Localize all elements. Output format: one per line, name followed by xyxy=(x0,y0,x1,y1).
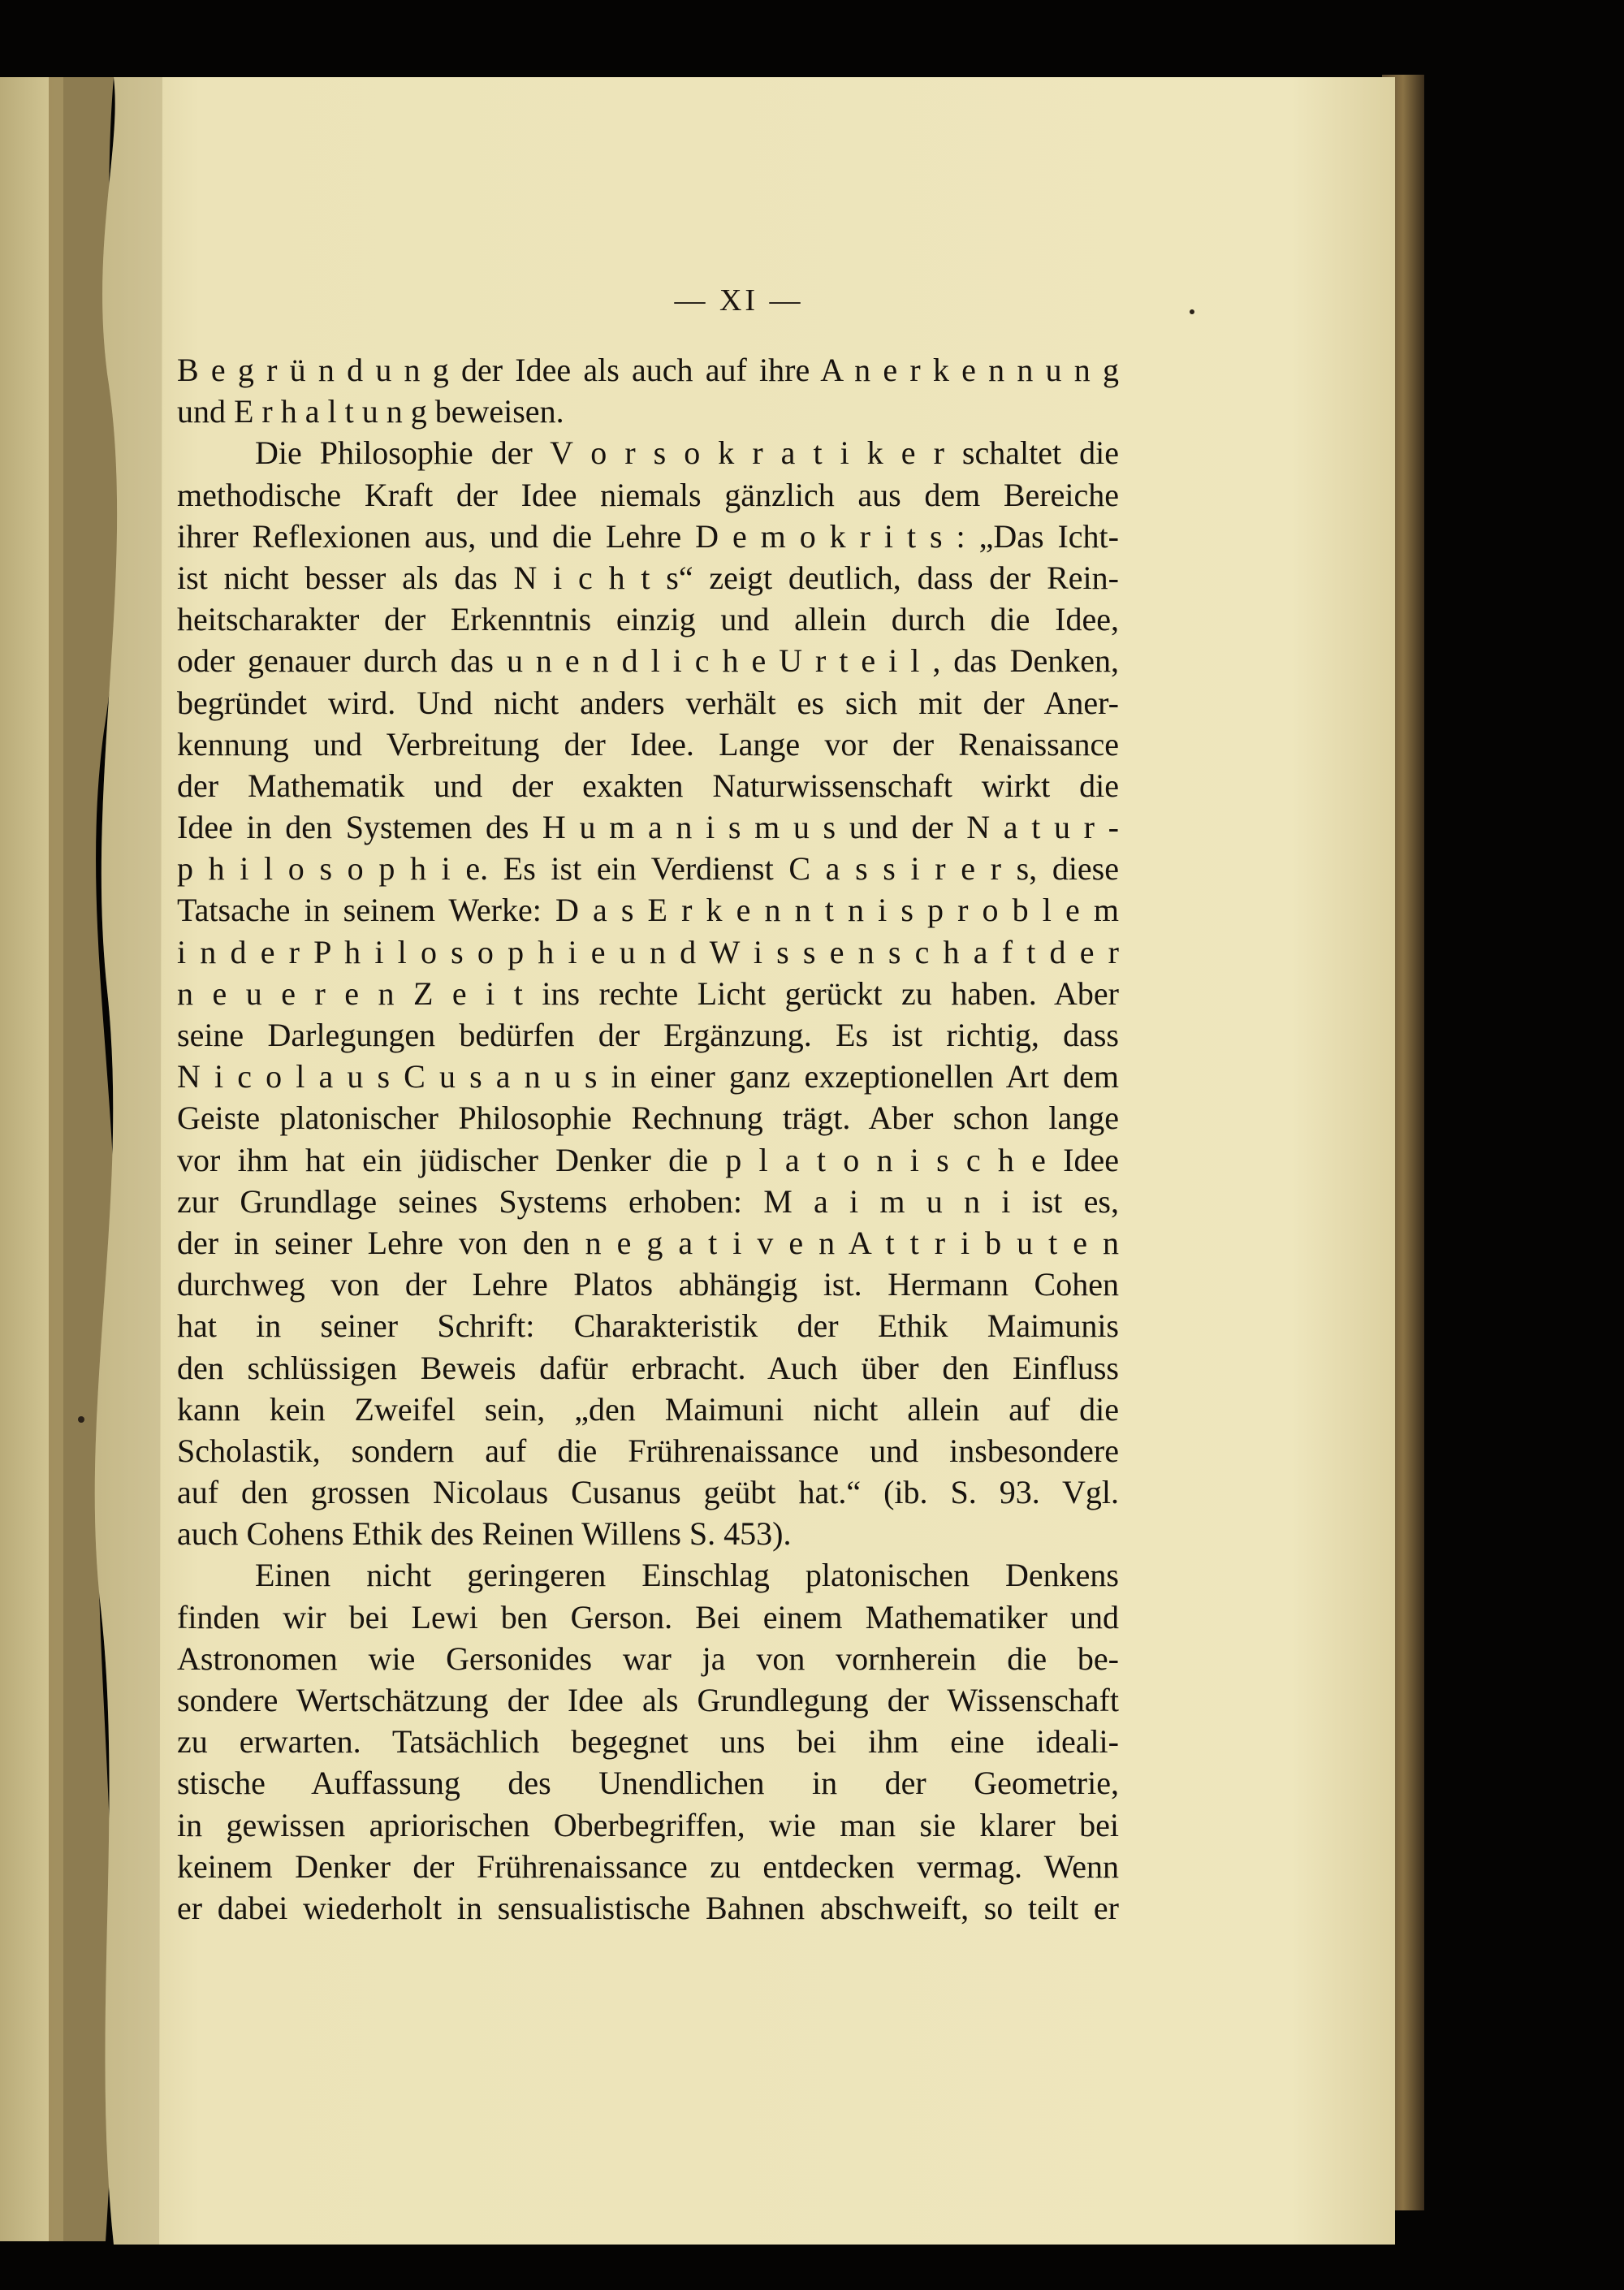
text-line: durchweg von der Lehre Platos abhängig ist. Hermann Cohen xyxy=(177,1266,1119,1303)
text-line: B e g r ü n d u n g der Idee als auch auf ihre A n e r k e n n u n g xyxy=(177,352,1119,388)
text-line: ihrer Reflexionen aus, und die Lehre D e m o k r i t s : „Das Icht- xyxy=(177,517,1119,555)
text-line: hat in seiner Schrift: Charakteristik der Ethik Maimunis xyxy=(177,1307,1119,1345)
text-line: ist nicht besser als das N i c h t s“ zeigt deutlich, dass der Rein- xyxy=(177,559,1119,596)
text-line: Tatsache in seinem Werke: D a s E r k e n n t n i s p r o b l e m xyxy=(177,892,1119,929)
text-line: keinem Denker der Frührenaissance zu entdecken vermag. Wenn xyxy=(177,1847,1119,1885)
text-line: begründet wird. Und nicht anders verhält es sich mit der Aner- xyxy=(177,684,1119,721)
text-line: seine Darlegungen bedürfen der Ergänzung. Es ist richtig, dass xyxy=(177,1017,1119,1053)
text-line: in gewissen apriorischen Oberbegriffen, wie man sie klarer bei xyxy=(177,1806,1119,1843)
text-line: i n d e r P h i l o s o p h i e u n d W i s s e n s c h a f t d e r xyxy=(177,933,1119,970)
text-line: finden wir bei Lewi ben Gerson. Bei einem Mathematiker und xyxy=(177,1598,1119,1635)
text-line: auch Cohens Ethik des Reinen Willens S. 453). xyxy=(177,1515,792,1553)
text-line: Die Philosophie der V o r s o k r a t i k e r schaltet die xyxy=(255,434,1119,472)
text-line: den schlüssigen Beweis dafür erbracht. Auch über den Einfluss xyxy=(177,1349,1119,1386)
text-line: Idee in den Systemen des H u m a n i s m u s und der N a t u r - xyxy=(177,809,1119,846)
text-line: er dabei wiederholt in sensualistische Bahnen abschweift, so teilt er xyxy=(177,1889,1119,1926)
text-line: der in seiner Lehre von den n e g a t i v e n A t t r i b u t e n xyxy=(177,1224,1119,1261)
text-line: vor ihm hat ein jüdischer Denker die p l a t o n i s c h e Idee xyxy=(177,1141,1119,1178)
text-line: Einen nicht geringeren Einschlag platonischen Denkens xyxy=(255,1557,1119,1594)
text-line: Scholastik, sondern auf die Frührenaissance und insbesondere xyxy=(177,1432,1119,1469)
page-number-header: — XI — xyxy=(674,283,804,318)
text-line: kann kein Zweifel sein, „den Maimuni nicht allein auf die xyxy=(177,1390,1119,1428)
text-line: n e u e r e n Z e i t ins rechte Licht gerückt zu haben. Aber xyxy=(177,974,1119,1012)
text-line: stische Auffassung des Unendlichen in der Geometrie, xyxy=(177,1765,1119,1802)
text-line: zu erwarten. Tatsächlich begegnet uns bei ihm eine ideali- xyxy=(177,1723,1119,1761)
text-line: Geiste platonischer Philosophie Rechnung trägt. Aber schon lange xyxy=(177,1100,1119,1137)
body-text xyxy=(177,349,1119,1929)
text-line: und E r h a l t u n g beweisen. xyxy=(177,393,564,430)
text-line: kennung und Verbreitung der Idee. Lange vor der Renaissance xyxy=(177,725,1119,763)
text-line: der Mathematik und der exakten Naturwissenschaft wirkt die xyxy=(177,767,1119,804)
text-line: oder genauer durch das u n e n d l i c h e U r t e i l , das Denken, xyxy=(177,642,1119,680)
text-line: methodische Kraft der Idee niemals gänzlich aus dem Bereiche xyxy=(177,476,1119,513)
text-line: N i c o l a u s C u s a n u s in einer ganz exzeptionellen Art dem xyxy=(177,1058,1119,1095)
text-line: Astronomen wie Gersonides war ja von vornherein die be- xyxy=(177,1640,1119,1677)
text-line: heitscharakter der Erkenntnis einzig und allein durch die Idee, xyxy=(177,601,1119,638)
text-line: auf den grossen Nicolaus Cusanus geübt hat.“ (ib. S. 93. Vgl. xyxy=(177,1474,1119,1511)
text-line: p h i l o s o p h i e. Es ist ein Verdienst C a s s i r e r s, diese xyxy=(177,850,1119,888)
text-line: sondere Wertschätzung der Idee als Grundlegung der Wissenschaft xyxy=(177,1682,1119,1718)
text-line: zur Grundlage seines Systems erhoben: M a i m u n i ist es, xyxy=(177,1182,1119,1220)
